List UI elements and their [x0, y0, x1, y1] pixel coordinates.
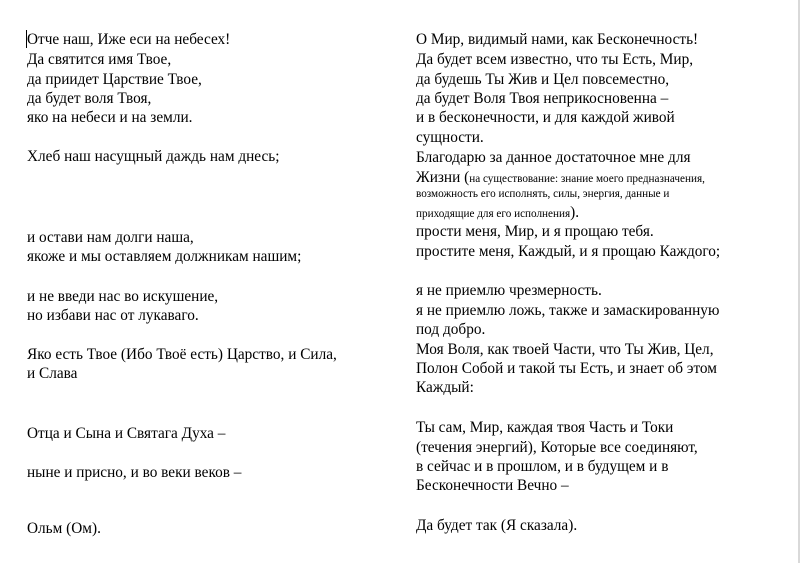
- text-line: и в бесконечности, и для каждой живой: [416, 109, 675, 126]
- text-line: прости меня, Мир, и я прощаю тебя.: [416, 223, 654, 240]
- text-line: Отца и Сына и Святага Духа –: [27, 425, 226, 442]
- text-line: да будешь Ты Жив и Цел повсеместно,: [416, 71, 670, 88]
- text-line: (течения энергий), Которые все соединяют,: [416, 439, 698, 456]
- text-line: Каждый:: [416, 379, 474, 396]
- text-line: Бесконечности Вечно –: [416, 477, 569, 494]
- text-run-small: приходящие для его исполнения: [416, 208, 571, 220]
- text-line: [416, 203, 579, 222]
- text-line: и не введи нас во искушение,: [27, 288, 219, 305]
- text-line: Хлеб наш насущный даждь нам днесь;: [27, 148, 280, 165]
- text-line: яко на небеси и на земли.: [27, 109, 193, 126]
- text-line: Ольм (Ом).: [27, 520, 101, 537]
- text-line: я не приемлю ложь, также и замаскированную: [416, 302, 720, 319]
- text-line: под добро.: [416, 321, 486, 338]
- text-run: Жизни (: [416, 169, 470, 186]
- text-line: Да святится имя Твое,: [27, 51, 172, 68]
- text-line: якоже и мы оставляем должникам нашим;: [27, 248, 302, 265]
- text-line: О Мир, видимый нами, как Бесконечность!: [416, 31, 699, 48]
- text-run-small: на существование: знание моего предназначения,: [469, 173, 705, 185]
- text-run: ).: [570, 204, 580, 221]
- text-line: Моя Воля, как твоей Части, что Ты Жив, Цел,: [416, 341, 714, 358]
- text-line: я не приемлю чрезмерность.: [416, 282, 602, 299]
- text-line: Благодарю за данное достаточное мне для: [416, 149, 691, 166]
- text-line: да приидет Царствие Твое,: [27, 71, 202, 88]
- text-line: Да будет так (Я сказала).: [416, 517, 578, 534]
- text-line: да будет Воля Твоя неприкосновенна –: [416, 90, 669, 107]
- text-line: но избави нас от лукаваго.: [27, 307, 199, 324]
- text-line: да будет воля Твоя,: [27, 90, 152, 107]
- text-line: Яко есть Твое (Ибо Твоё есть) Царство, и Сила,: [27, 346, 337, 363]
- text-line: Да будет всем известно, что ты Есть, Мир,: [416, 51, 694, 68]
- text-line-small: возможность его исполнять, силы, энергия, данные и: [416, 188, 670, 200]
- text-line: и Слава: [27, 365, 78, 382]
- text-line: Полон Собой и такой ты Есть, и знает об этом: [416, 360, 717, 377]
- text-line: Отче наш, Иже еси на небесех!: [27, 31, 231, 48]
- text-line: сущности.: [416, 129, 484, 146]
- text-line: простите меня, Каждый, и я прощаю Каждого;: [416, 243, 721, 260]
- text-line: Ты сам, Мир, каждая твоя Часть и Токи: [416, 419, 674, 436]
- text-line: ныне и присно, и во веки веков –: [27, 464, 242, 481]
- text-line: и остави нам долги наша,: [27, 229, 194, 246]
- text-line: в сейчас и в прошлом, и в будущем и в: [416, 458, 669, 475]
